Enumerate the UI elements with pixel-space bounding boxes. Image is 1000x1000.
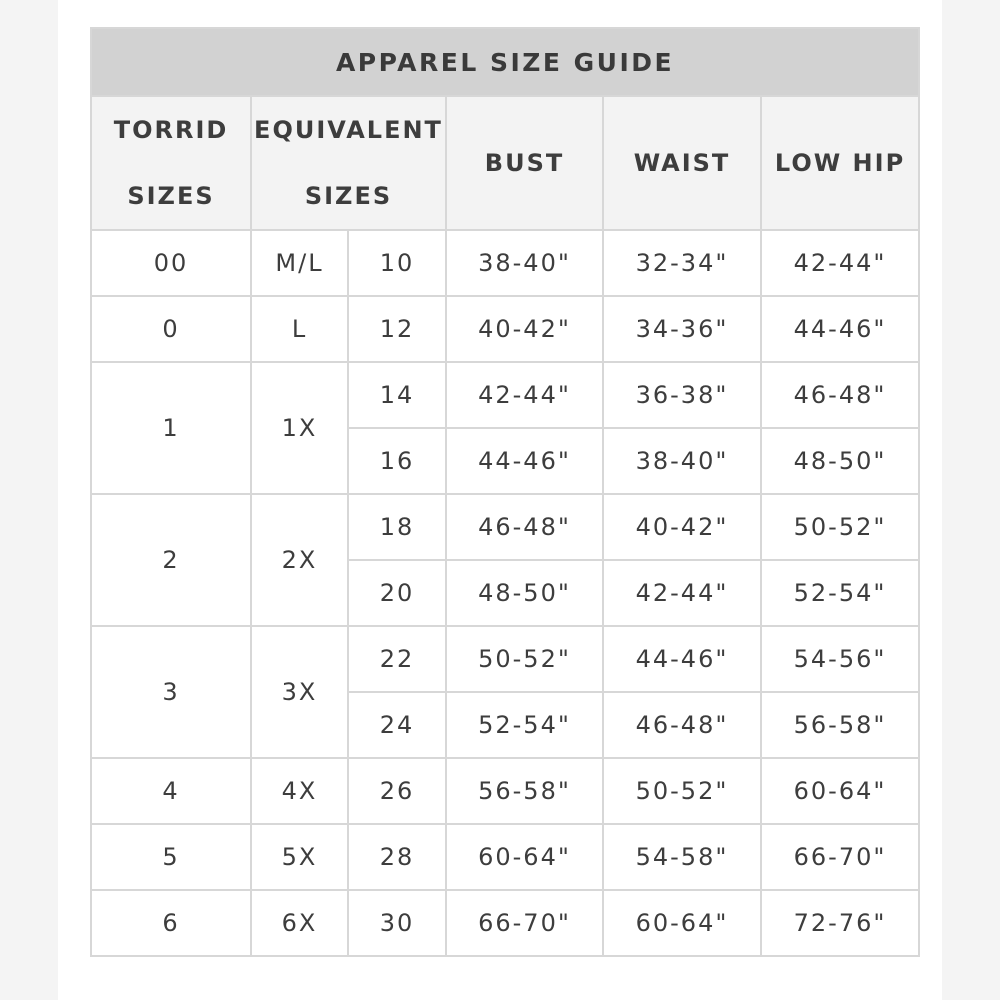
low-hip-cell: 60-64" bbox=[761, 758, 919, 824]
low-hip-cell: 72-76" bbox=[761, 890, 919, 956]
size-guide-table bbox=[90, 27, 920, 957]
bust-cell: 38-40" bbox=[446, 230, 603, 296]
letter-size-cell: 1X bbox=[251, 362, 348, 494]
torrid-size-cell: 00 bbox=[91, 230, 251, 296]
torrid-size-cell: 5 bbox=[91, 824, 251, 890]
waist-cell: 34-36" bbox=[603, 296, 761, 362]
letter-size-cell: M/L bbox=[251, 230, 348, 296]
low-hip-cell: 44-46" bbox=[761, 296, 919, 362]
low-hip-cell: 66-70" bbox=[761, 824, 919, 890]
table-row bbox=[91, 824, 919, 890]
table-row bbox=[91, 494, 919, 560]
waist-cell: 54-58" bbox=[603, 824, 761, 890]
numeric-size-cell: 24 bbox=[348, 692, 446, 758]
torrid-size-cell: 0 bbox=[91, 296, 251, 362]
letter-size-cell: L bbox=[251, 296, 348, 362]
waist-cell: 46-48" bbox=[603, 692, 761, 758]
bust-cell: 66-70" bbox=[446, 890, 603, 956]
torrid-size-cell: 2 bbox=[91, 494, 251, 626]
numeric-size-cell: 14 bbox=[348, 362, 446, 428]
bust-cell: 60-64" bbox=[446, 824, 603, 890]
torrid-size-cell: 3 bbox=[91, 626, 251, 758]
table-row bbox=[91, 890, 919, 956]
numeric-size-cell: 22 bbox=[348, 626, 446, 692]
letter-size-cell: 2X bbox=[251, 494, 348, 626]
header-torrid-sizes bbox=[91, 96, 251, 230]
letter-size-cell: 5X bbox=[251, 824, 348, 890]
waist-cell: 40-42" bbox=[603, 494, 761, 560]
bust-cell: 42-44" bbox=[446, 362, 603, 428]
bust-cell: 40-42" bbox=[446, 296, 603, 362]
waist-cell: 38-40" bbox=[603, 428, 761, 494]
numeric-size-cell: 16 bbox=[348, 428, 446, 494]
header-equiv-line1: EQUIVALENT bbox=[254, 116, 443, 144]
table-row bbox=[91, 296, 919, 362]
header-low-hip: LOW HIP bbox=[761, 96, 919, 230]
bust-cell: 46-48" bbox=[446, 494, 603, 560]
waist-cell: 36-38" bbox=[603, 362, 761, 428]
waist-cell: 50-52" bbox=[603, 758, 761, 824]
header-row bbox=[91, 96, 919, 230]
header-waist: WAIST bbox=[603, 96, 761, 230]
table-title: APPAREL SIZE GUIDE bbox=[91, 28, 919, 96]
bust-cell: 50-52" bbox=[446, 626, 603, 692]
waist-cell: 60-64" bbox=[603, 890, 761, 956]
bust-cell: 44-46" bbox=[446, 428, 603, 494]
title-row bbox=[91, 28, 919, 96]
bust-cell: 52-54" bbox=[446, 692, 603, 758]
header-torrid-line2: SIZES bbox=[127, 182, 215, 210]
low-hip-cell: 54-56" bbox=[761, 626, 919, 692]
header-bust: BUST bbox=[446, 96, 603, 230]
low-hip-cell: 56-58" bbox=[761, 692, 919, 758]
low-hip-cell: 42-44" bbox=[761, 230, 919, 296]
header-equiv-line2: SIZES bbox=[304, 182, 393, 210]
waist-cell: 42-44" bbox=[603, 560, 761, 626]
header-torrid-line1: TORRID bbox=[113, 116, 229, 144]
bust-cell: 48-50" bbox=[446, 560, 603, 626]
torrid-size-cell: 4 bbox=[91, 758, 251, 824]
letter-size-cell: 4X bbox=[251, 758, 348, 824]
numeric-size-cell: 20 bbox=[348, 560, 446, 626]
table-row bbox=[91, 362, 919, 428]
low-hip-cell: 46-48" bbox=[761, 362, 919, 428]
low-hip-cell: 50-52" bbox=[761, 494, 919, 560]
low-hip-cell: 52-54" bbox=[761, 560, 919, 626]
numeric-size-cell: 10 bbox=[348, 230, 446, 296]
waist-cell: 32-34" bbox=[603, 230, 761, 296]
bust-cell: 56-58" bbox=[446, 758, 603, 824]
numeric-size-cell: 26 bbox=[348, 758, 446, 824]
table-row bbox=[91, 626, 919, 692]
header-equivalent-sizes bbox=[251, 96, 446, 230]
numeric-size-cell: 30 bbox=[348, 890, 446, 956]
letter-size-cell: 6X bbox=[251, 890, 348, 956]
numeric-size-cell: 28 bbox=[348, 824, 446, 890]
numeric-size-cell: 18 bbox=[348, 494, 446, 560]
low-hip-cell: 48-50" bbox=[761, 428, 919, 494]
waist-cell: 44-46" bbox=[603, 626, 761, 692]
numeric-size-cell: 12 bbox=[348, 296, 446, 362]
torrid-size-cell: 6 bbox=[91, 890, 251, 956]
torrid-size-cell: 1 bbox=[91, 362, 251, 494]
letter-size-cell: 3X bbox=[251, 626, 348, 758]
table-row bbox=[91, 230, 919, 296]
table-row bbox=[91, 758, 919, 824]
